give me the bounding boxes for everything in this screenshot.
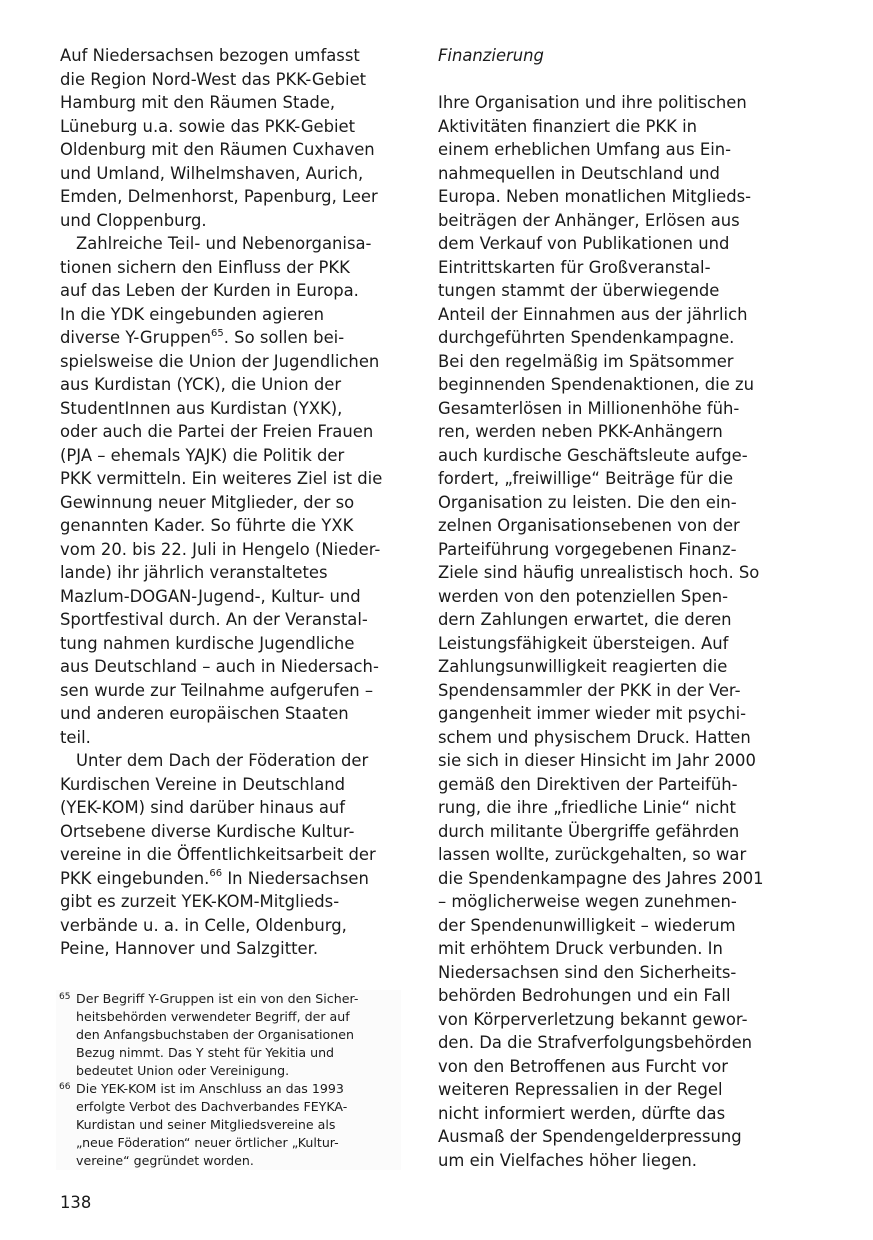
text-line-with-footnote-ref (60, 326, 405, 350)
text-line: und Umland, Wilhelmshaven, Aurich, (60, 163, 364, 183)
text-line: auf das Leben der Kurden in Europa. (60, 281, 359, 300)
text-line: Spendensammler der PKK in der Ver- (438, 680, 741, 700)
text-line: Anteil der Einnahmen aus der jährlich (438, 304, 748, 324)
text-line: die Region Nord-West das PKK-Gebiet (60, 69, 367, 89)
text-line: Gewinnung neuer Mitglieder, der so (60, 492, 355, 512)
text-fragment: diverse Y-Gruppen (60, 328, 212, 347)
text-line: schem und physischem Druck. Hatten (438, 727, 751, 747)
text-line: Peine, Hannover und Salzgitter. (60, 939, 319, 958)
text-line: – möglicherweise wegen zunehmen- (438, 892, 737, 911)
text-line: behörden Bedrohungen und ein Fall (438, 986, 731, 1005)
text-line: einem erheblichen Umfang aus Ein- (438, 140, 732, 159)
section-heading: Finanzierung (438, 46, 544, 65)
text-line: beiträgen der Anhänger, Erlösen aus (438, 210, 740, 230)
text-line: aus Kurdistan (YCK), die Union der (60, 375, 342, 394)
text-line: spielsweise die Union der Jugendlichen (60, 351, 380, 371)
text-line: tung nahmen kurdische Jugendliche (60, 633, 355, 653)
paragraph-yek-kom (60, 749, 405, 961)
text-line: Hamburg mit den Räumen Stade, (60, 93, 336, 112)
text-line: gemäß den Direktiven der Parteifüh- (438, 774, 738, 794)
left-column (60, 44, 405, 961)
text-line: Emden, Delmenhorst, Papenburg, Leer (60, 187, 378, 206)
heading-spacer (438, 68, 783, 92)
text-line: Ziele sind häufig unrealistisch hoch. So (438, 563, 760, 582)
text-line: sie sich in dieser Hinsicht im Jahr 2000 (438, 751, 756, 770)
text-line: rung, die ihre „friedliche Linie“ nicht (438, 798, 736, 817)
page-number: 138 (60, 1193, 92, 1212)
text-line: der Spendenunwilligkeit – wiederum (438, 915, 736, 935)
text-line: Organisation zu leisten. Die den ein- (438, 492, 737, 512)
footnote-line: Die YEK-KOM ist im Anschluss an das 1993 (76, 1081, 344, 1096)
text-line: aus Deutschland – auch in Niedersach- (60, 657, 379, 676)
paragraph-region-nord-west (60, 44, 405, 232)
text-fragment: . So sollen bei- (223, 328, 345, 347)
text-line: um ein Vielfaches höher liegen. (438, 1150, 698, 1170)
text-line: teil. (60, 727, 91, 747)
text-line: und anderen europäischen Staaten (60, 704, 349, 723)
text-line: durch militante Übergriffe gefährden (438, 821, 740, 841)
paragraph-teilorganisationen (60, 232, 405, 749)
text-line: Parteiführung vorgegebenen Finanz- (438, 539, 737, 559)
text-fragment: In Niedersachsen (222, 868, 369, 888)
text-line: von den Betroffenen aus Furcht vor (438, 1056, 729, 1076)
text-line: werden von den potenziellen Spen- (438, 586, 728, 606)
text-line: Leistungsfähigkeit übersteigen. Auf (438, 633, 729, 653)
text-line: Mazlum-DOGAN-Jugend-, Kultur- und (60, 586, 361, 606)
text-line: gangenheit immer wieder mit psychi- (438, 704, 747, 723)
text-line: Ortsebene diverse Kurdische Kultur- (60, 821, 355, 841)
right-column (438, 44, 783, 1172)
text-line: Lüneburg u.a. sowie das PKK-Gebiet (60, 116, 356, 136)
text-line: vereine in die Öffentlichkeitsarbeit der (60, 845, 376, 864)
text-line: Aktivitäten finanziert die PKK in (438, 116, 698, 136)
footnote-line: heitsbehörden verwendeter Begriff, der auf (76, 1009, 350, 1024)
text-line: Gesamterlösen in Millionenhöhe füh- (438, 398, 740, 418)
text-line: (YEK-KOM) sind darüber hinaus auf (60, 798, 346, 817)
text-fragment: PKK eingebunden. (60, 868, 210, 888)
text-line: ren, werden neben PKK-Anhängern (438, 422, 723, 441)
footnote-line: erfolgte Verbot des Dachverbandes FEYKA- (76, 1099, 348, 1114)
footnote-ref-66[interactable]: 66 (209, 868, 223, 880)
text-line: Ihre Organisation und ihre politischen (438, 93, 747, 112)
footnote-number: 66 (59, 1082, 71, 1092)
text-line: dern Zahlungen erwartet, die deren (438, 610, 732, 629)
text-line: Auf Niedersachsen bezogen umfasst (60, 46, 360, 65)
text-line: nicht informiert werden, dürfte das (438, 1103, 726, 1123)
text-line: (PJA – ehemals YAJK) die Politik der (60, 445, 345, 465)
text-line: sen wurde zur Teilnahme aufgerufen – (60, 680, 374, 700)
text-line: lande) ihr jährlich veranstaltetes (60, 563, 328, 582)
text-line: PKK vermitteln. Ein weiteres Ziel ist die (60, 469, 383, 488)
footnote-number: 65 (59, 992, 71, 1002)
text-line: Eintrittskarten für Großveranstal- (438, 257, 711, 277)
footnote-line: Der Begriff Y-Gruppen ist ein von den Sicher- (76, 991, 359, 1006)
footnote-line: den Anfangsbuchstaben der Organisationen (76, 1027, 354, 1042)
text-line: den. Da die Strafverfolgungsbehörden (438, 1033, 753, 1052)
text-line: In die YDK eingebunden agieren (60, 304, 324, 324)
text-line: genannten Kader. So führte die YXK (60, 516, 354, 535)
text-line: weiteren Repressalien in der Regel (438, 1080, 723, 1099)
text-line: durchgeführten Spendenkampagne. (438, 328, 735, 347)
footnote-line: Bezug nimmt. Das Y steht für Yekitia und (76, 1045, 335, 1060)
text-line: gibt es zurzeit YEK-KOM-Mitglieds- (60, 892, 340, 911)
footnote-ref-65[interactable]: 65 (211, 327, 224, 339)
text-line: die Spendenkampagne des Jahres 2001 (438, 868, 764, 888)
text-line: Ausmaß der Spendengelderpressung (438, 1127, 742, 1146)
text-line: Niedersachsen sind den Sicherheits- (438, 962, 737, 982)
text-line: oder auch die Partei der Freien Frauen (60, 422, 374, 441)
text-line: mit erhöhtem Druck verbunden. In (438, 939, 723, 958)
text-line: dem Verkauf von Publikationen und (438, 234, 730, 253)
text-line: verbände u. a. in Celle, Oldenburg, (60, 915, 347, 935)
text-line: Zahlreiche Teil- und Nebenorganisa- (76, 234, 372, 253)
text-line: fordert, „freiwillige“ Beiträge für die (438, 469, 734, 488)
text-line: Sportfestival durch. An der Veranstal- (60, 610, 368, 629)
text-line: nahmequellen in Deutschland und (438, 163, 720, 183)
text-line: Zahlungsunwilligkeit reagierten die (438, 657, 728, 676)
footnotes (56, 990, 401, 1170)
text-line-with-footnote-ref (60, 867, 405, 891)
text-line: Europa. Neben monatlichen Mitglieds- (438, 187, 752, 206)
paragraph-finanzierung (438, 91, 783, 1172)
footnote-line: bedeutet Union oder Vereinigung. (76, 1063, 290, 1078)
text-line: zelnen Organisationsebenen von der (438, 516, 740, 535)
footnote-line: vereine“ gegründet worden. (76, 1153, 254, 1168)
footnote-65 (56, 990, 401, 1080)
text-line: von Körperverletzung bekannt gewor- (438, 1009, 748, 1029)
footnote-line: „neue Föderation“ neuer örtlicher „Kultur- (76, 1135, 339, 1150)
text-line: und Cloppenburg. (60, 210, 207, 230)
text-line: tionen sichern den Einfluss der PKK (60, 257, 350, 277)
footnote-66 (56, 1080, 401, 1170)
footnote-line: Kurdistan und seiner Mitgliedsvereine als (76, 1117, 336, 1132)
text-line: tungen stammt der überwiegende (438, 281, 720, 300)
text-line: Kurdischen Vereine in Deutschland (60, 774, 346, 794)
text-line: Bei den regelmäßig im Spätsommer (438, 351, 734, 371)
text-line: Unter dem Dach der Föderation der (76, 751, 369, 770)
text-line: Oldenburg mit den Räumen Cuxhaven (60, 140, 375, 159)
text-line: StudentInnen aus Kurdistan (YXK), (60, 398, 343, 418)
text-line: auch kurdische Geschäftsleute aufge- (438, 445, 748, 465)
text-line: vom 20. bis 22. Juli in Hengelo (Nieder- (60, 539, 381, 559)
text-line: lassen wollte, zurückgehalten, so war (438, 845, 747, 864)
text-line: beginnenden Spendenaktionen, die zu (438, 375, 755, 394)
